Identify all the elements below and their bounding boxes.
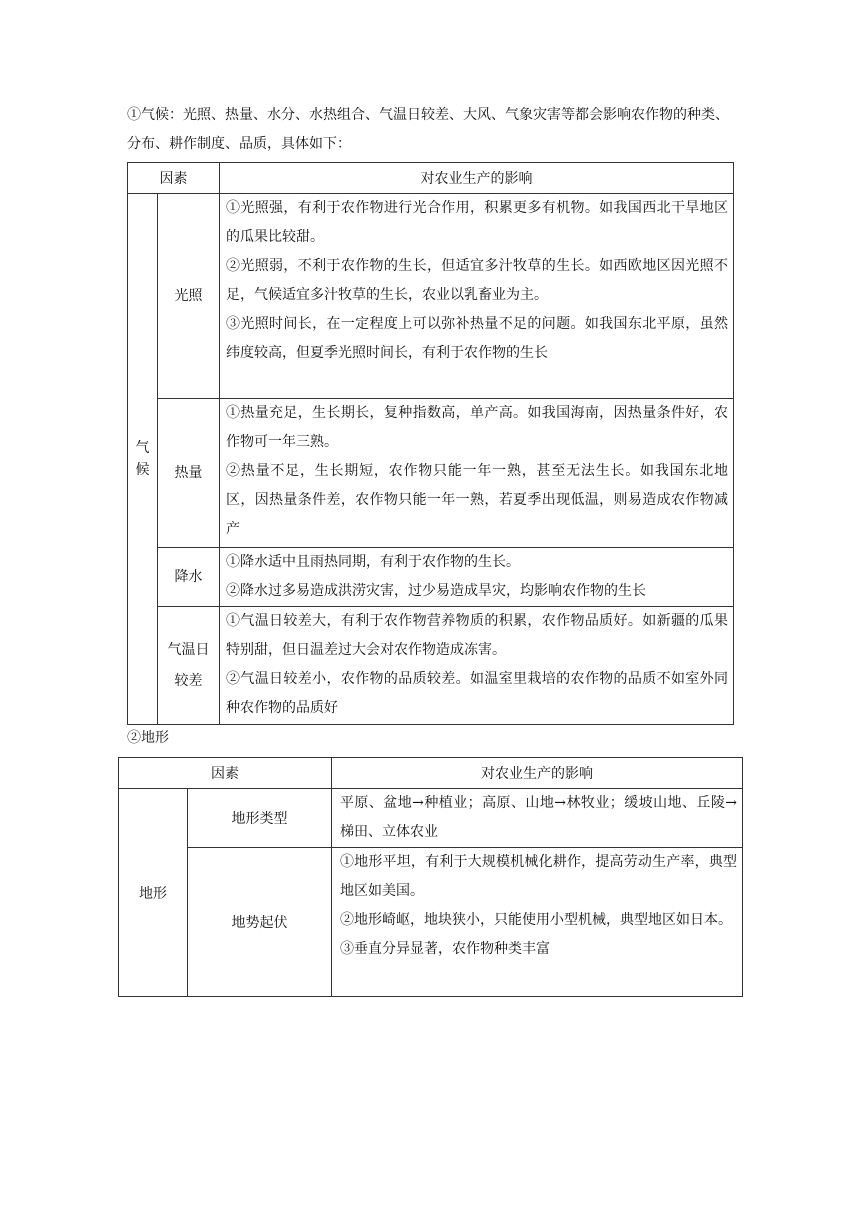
climate-factors-table	[127, 162, 734, 725]
factor-light: 光照	[158, 194, 220, 399]
header-factor: 因素	[119, 758, 332, 789]
table-row	[119, 848, 743, 997]
table-row	[128, 607, 734, 725]
factor-relief: 地势起伏	[188, 848, 332, 997]
category-terrain: 地形	[119, 789, 188, 997]
impact-relief: ①地形平坦，有利于大规模机械化耕作，提高劳动生产率，典型地区如美国。 ②地形崎岖，地块狭小，只能使用小型机械，典型地区如日本。 ③垂直分异显著，农作物种类丰富	[332, 848, 743, 997]
table-row	[119, 789, 743, 848]
header-factor: 因素	[128, 163, 220, 194]
factor-diurnal-range: 气温日 较差	[158, 607, 220, 725]
factor-heat: 热量	[158, 399, 220, 548]
header-impact: 对农业生产的影响	[220, 163, 734, 194]
factor-terrain-type: 地形类型	[188, 789, 332, 848]
table-row	[128, 548, 734, 607]
table-header-row	[119, 758, 743, 789]
table-row	[128, 399, 734, 548]
impact-light: ①光照强，有利于农作物进行光合作用，积累更多有机物。如我国西北干旱地区的瓜果比较甜。 ②光照弱，不利于农作物的生长，但适宜多汁牧草的生长。如西欧地区因光照不足，气候适宜多汁牧草的生长，农业以乳畜业为主。 ③光照时间长，在一定程度上可以弥补热量不足的问题。如我国东北平原，虽然纬度较高，但夏季光照时间长，有利于农作物的生长	[220, 194, 734, 399]
impact-terrain-type: 平原、盆地→种植业；高原、山地→林牧业；缓坡山地、丘陵→梯田、立体农业	[332, 789, 743, 848]
category-climate: 气 候	[128, 194, 158, 725]
table-row	[128, 194, 734, 399]
intro-paragraph: ①气候：光照、热量、水分、水热组合、气温日较差、大风、气象灾害等都会影响农作物的种类、分布、耕作制度、品质，具体如下：	[127, 107, 729, 152]
impact-precipitation: ①降水适中且雨热同期，有利于农作物的生长。 ②降水过多易造成洪涝灾害，过少易造成旱灾，均影响农作物的生长	[220, 548, 734, 607]
impact-diurnal-range: ①气温日较差大，有利于农作物营养物质的积累，农作物品质好。如新疆的瓜果特别甜，但日温差过大会对农作物造成冻害。 ②气温日较差小，农作物的品质较差。如温室里栽培的农作物的品质不如室外同种农作物的品质好	[220, 607, 734, 725]
table-header-row	[128, 163, 734, 194]
terrain-factors-table	[118, 757, 743, 997]
factor-precipitation: 降水	[158, 548, 220, 607]
impact-heat: ①热量充足，生长期长，复种指数高，单产高。如我国海南，因热量条件好，农作物可一年三熟。 ②热量不足，生长期短，农作物只能一年一熟，甚至无法生长。如我国东北地区，因热量条件差，农作物只能一年一熟，若夏季出现低温，则易造成农作物减产	[220, 399, 734, 548]
section-title-terrain: ②地形	[127, 730, 169, 746]
header-impact: 对农业生产的影响	[332, 758, 743, 789]
